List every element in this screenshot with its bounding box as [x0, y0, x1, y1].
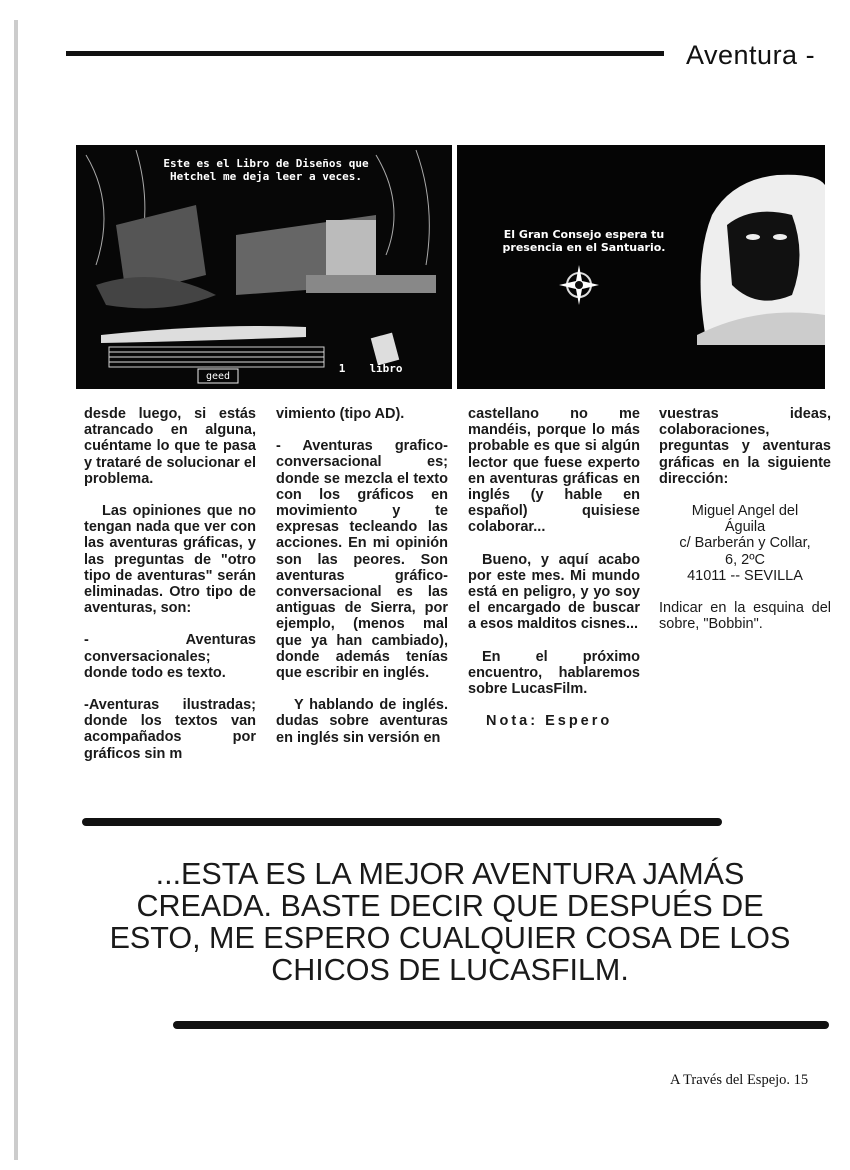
address-line: c/ Barberán y Collar, — [679, 535, 811, 552]
paragraph: Y hablando de inglés. dudas sobre aventuras en inglés sin versión en — [276, 697, 448, 746]
paragraph: castellano no me mandéis, porque lo más probable es que si algún lector que fuese experto en aventuras gráficas en inglés (y hable en español) quisiese colaborar... — [468, 406, 640, 536]
text-column-3 — [468, 406, 640, 729]
paragraph: En el próximo encuentro, hablaremos sobre LucasFilm. — [468, 648, 640, 698]
text-column-1 — [84, 406, 256, 762]
screenshot-1-item-label: libro — [369, 362, 403, 375]
divider-rule — [82, 818, 722, 826]
pull-quote: ...ESTA ES LA MEJOR AVENTURA JAMÁS CREADA. BASTE DECIR QUE DESPUÉS DE ESTO, ME ESPERO CUALQUIER COSA DE LOS CHICOS DE LUCASFILM. — [109, 857, 791, 987]
screenshot-1-item-num: 1 — [338, 362, 346, 375]
address-line: Miguel Angel del — [691, 503, 799, 520]
game-screenshot-2 — [457, 145, 825, 389]
paragraph: vimiento (tipo AD). — [276, 406, 405, 422]
paragraph: Las opiniones que no tengan nada que ver con las aventuras gráficas, y las preguntas de "otro tipo de aventuras" serán eliminadas. Otro tipo de aventuras, son: — [84, 503, 256, 617]
page-footer: A Través del Espejo. 15 — [670, 1072, 809, 1088]
screenshot-2-caption: El Gran Consejo espera tu presencia en el Santuario. — [502, 228, 666, 254]
paragraph: -Aventuras ilustradas; donde los textos van acompañados por gráficos sin m — [84, 697, 256, 762]
paragraph: vuestras ideas, colaboraciones, preguntas y aventuras gráficas en la siguiente dirección: — [659, 406, 831, 487]
paragraph: - Aventuras conversacionales; donde todo es texto. — [84, 632, 256, 681]
address-line: 41011 -- SEVILLA — [687, 567, 803, 584]
paragraph: desde luego, si estás atrancado en alguna, cuéntame lo que te pasa y trataré de solucionar el problema. — [84, 406, 256, 487]
text-column-4 — [659, 406, 831, 632]
divider-rule — [173, 1021, 829, 1029]
game-screenshot-1 — [76, 145, 452, 389]
paragraph: Nota: Espero — [486, 713, 613, 730]
text-column-2 — [276, 406, 448, 746]
paragraph: - Aventuras grafico-conversacional es; donde se mezcla el texto con los gráficos en movimiento y te expresas tecleando las acciones. En mi opinión son las peores. Son aventuras gráfico-conversacional es las antiguas de Sierra, por ejemplo, (menos mal que ya han cambiado), donde además tenías que escribir en inglés. — [276, 438, 448, 682]
screenshot-1-ui-word: geed — [205, 371, 231, 382]
paragraph: Indicar en la esquina del sobre, "Bobbin". — [659, 600, 831, 633]
header-rule — [66, 51, 664, 56]
screenshot-1-caption: Este es el Libro de Diseños que Hetchel me deja leer a veces. — [163, 157, 369, 183]
address-line: 6, 2ºC — [725, 551, 765, 568]
hooded-figure-illustration — [457, 145, 825, 389]
address-line: Águila — [724, 519, 766, 536]
scan-margin-mark — [14, 20, 18, 1160]
paragraph: Bueno, y aquí acabo por este mes. Mi mundo está en peligro, y yo soy el encargado de buscar a esos malditos cisnes... — [468, 551, 640, 633]
postal-address — [659, 503, 831, 584]
section-title: Aventura - — [686, 40, 816, 70]
